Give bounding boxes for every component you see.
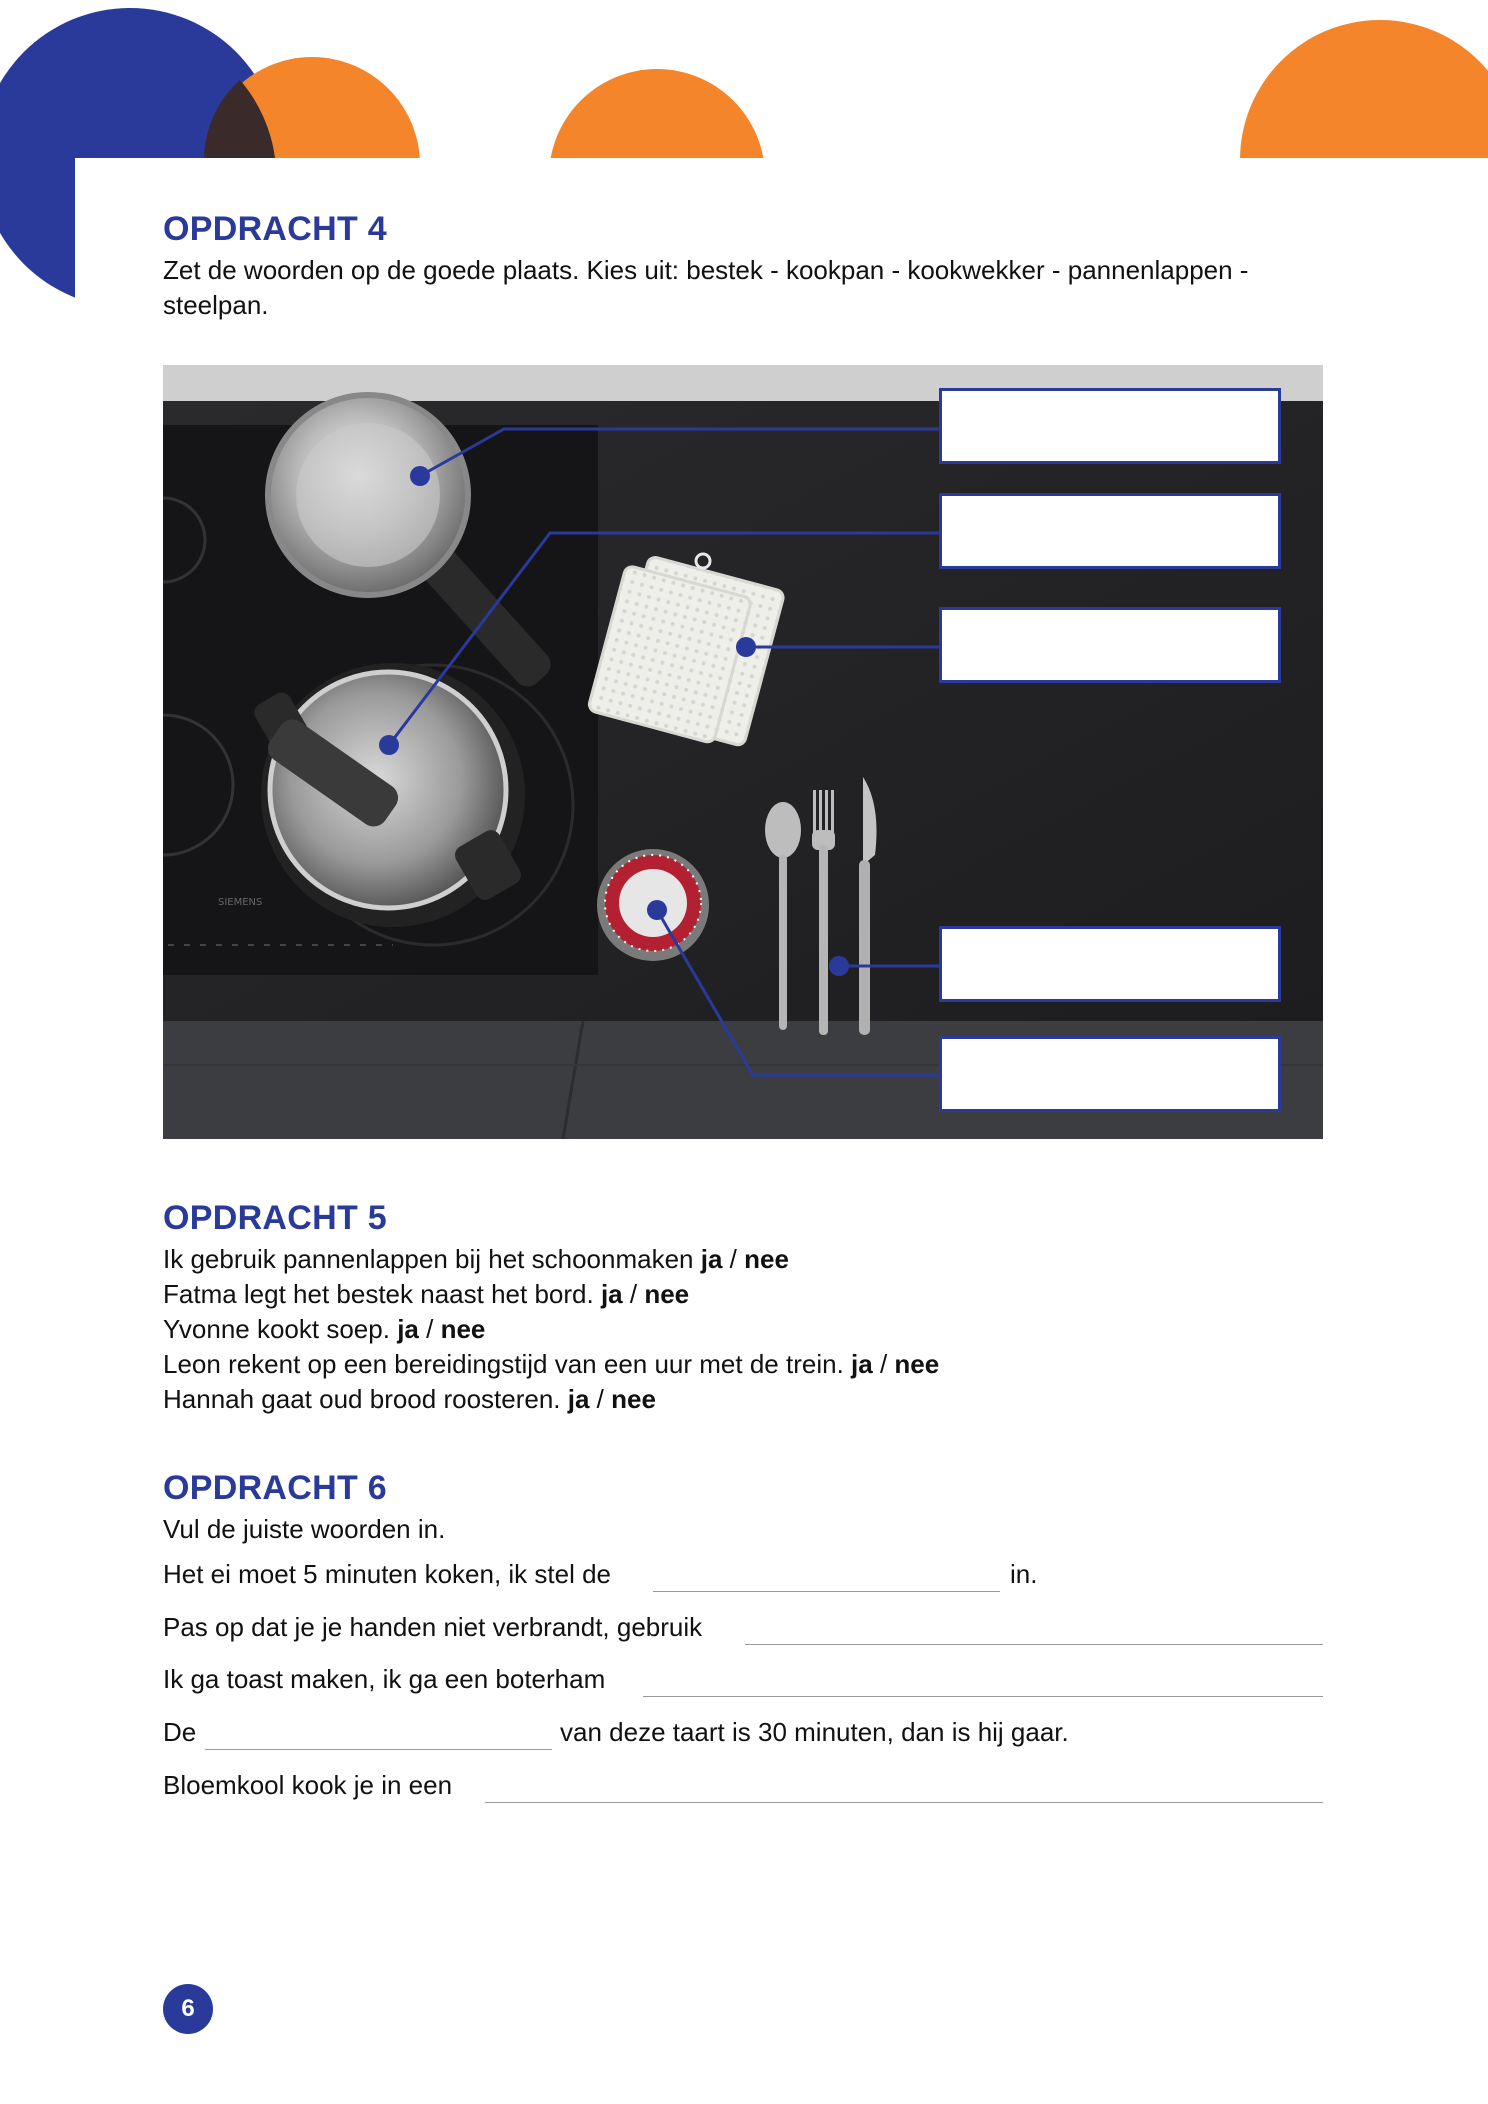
answer-box-3[interactable] <box>939 607 1281 683</box>
fill-sentence-4-end <box>560 1715 1069 1750</box>
sentence-text: in. <box>1010 1559 1038 1589</box>
option-nee[interactable]: nee <box>894 1349 940 1379</box>
statement-text: Hannah gaat oud brood roosteren. <box>163 1384 561 1414</box>
fill-sentence-1-end <box>1010 1557 1037 1592</box>
opdracht6-section <box>163 1469 1323 1547</box>
statement-row <box>163 1312 1323 1347</box>
option-separator: / <box>426 1314 434 1344</box>
opdracht6-title: OPDRACHT 6 <box>163 1469 388 1507</box>
opdracht5-title: OPDRACHT 5 <box>163 1199 388 1237</box>
fill-blank-2[interactable] <box>745 1644 1323 1645</box>
option-nee[interactable]: nee <box>440 1314 486 1344</box>
option-nee[interactable]: nee <box>744 1244 789 1274</box>
opdracht4-instruction: Zet de woorden op de goede plaats. Kies uit: bestek - kookpan - kookwekker - pannenlappen - steelpan. <box>163 255 1249 320</box>
fill-sentence-4 <box>163 1715 196 1750</box>
sentence-text: Het ei moet 5 minuten koken, ik stel de <box>163 1559 612 1589</box>
answer-box-2[interactable] <box>939 493 1281 569</box>
option-ja[interactable]: ja <box>600 1279 623 1309</box>
answer-box-4[interactable] <box>939 926 1281 1002</box>
opdracht4-title: OPDRACHT 4 <box>163 210 388 248</box>
option-ja[interactable]: ja <box>397 1314 419 1344</box>
fill-blank-5[interactable] <box>485 1802 1323 1803</box>
statement-row <box>163 1382 1323 1417</box>
sentence-text: De <box>163 1717 197 1747</box>
fill-blank-3[interactable] <box>643 1696 1323 1697</box>
option-ja[interactable]: ja <box>851 1349 873 1379</box>
option-nee[interactable]: nee <box>644 1279 690 1309</box>
kitchen-photo <box>163 365 1323 1139</box>
opdracht4-section <box>163 210 1323 323</box>
option-ja[interactable]: ja <box>700 1244 723 1274</box>
answer-box-5[interactable] <box>939 1036 1281 1112</box>
fill-blank-4[interactable] <box>205 1749 552 1750</box>
sentence-text: van deze taart is 30 minuten, dan is hij gaar. <box>560 1717 1069 1747</box>
statement-text: Ik gebruik pannenlappen bij het schoonmaken <box>163 1244 694 1274</box>
sentence-text: Pas op dat je je handen niet verbrandt, gebruik <box>163 1612 703 1642</box>
option-separator: / <box>729 1244 737 1274</box>
opdracht6-instruction: Vul de juiste woorden in. <box>163 1514 446 1544</box>
statement-row <box>163 1347 1323 1382</box>
answer-box-1[interactable] <box>939 388 1281 464</box>
fill-sentence-5 <box>163 1768 452 1803</box>
statement-text: Yvonne kookt soep. <box>163 1314 390 1344</box>
statement-row <box>163 1242 1323 1277</box>
page-number-badge: 6 <box>163 1984 213 2034</box>
option-separator: / <box>629 1279 638 1309</box>
fill-sentence-1 <box>163 1557 611 1592</box>
opdracht5-section <box>163 1199 1323 1417</box>
option-separator: / <box>596 1384 604 1414</box>
statement-text: Fatma legt het bestek naast het bord. <box>163 1279 594 1309</box>
statement-row <box>163 1277 1323 1312</box>
option-nee[interactable]: nee <box>611 1384 656 1414</box>
fill-sentence-3 <box>163 1662 605 1697</box>
sentence-text: Bloemkool kook je in een <box>163 1770 453 1800</box>
statement-text: Leon rekent op een bereidingstijd van een uur met de trein. <box>163 1349 844 1379</box>
fill-sentence-2 <box>163 1610 702 1645</box>
sentence-text: Ik ga toast maken, ik ga een boterham <box>163 1664 606 1694</box>
option-separator: / <box>879 1349 888 1379</box>
option-ja[interactable]: ja <box>567 1384 590 1414</box>
fill-blank-1[interactable] <box>653 1591 1000 1592</box>
photo-brand-text: SIEMENS <box>218 897 263 908</box>
